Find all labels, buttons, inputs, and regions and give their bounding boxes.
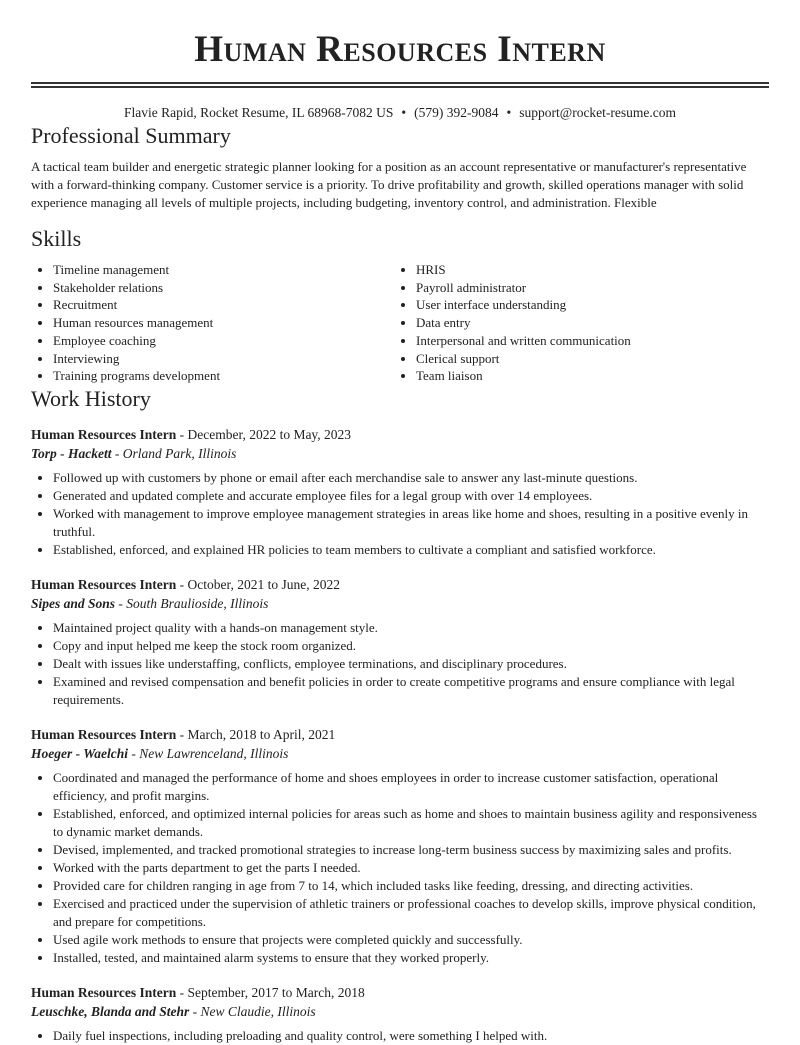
- duty-item: • Dealt with issues like understaffing, conflicts, employee terminations, and disciplinary procedures.: [53, 655, 769, 673]
- skill-item: • Training programs development: [53, 367, 394, 385]
- job-location: Orland Park, Illinois: [122, 445, 237, 461]
- job-entry: [31, 425, 769, 559]
- job-title: Human Resources Intern: [31, 984, 177, 1000]
- job-title-line: Human Resources Intern - December, 2022 to May, 2023: [31, 426, 352, 442]
- skill-item: • Payroll administrator: [416, 279, 757, 297]
- job-title-line: Human Resources Intern - March, 2018 to April, 2021: [31, 726, 336, 742]
- job-company: Torp - Hackett: [31, 445, 112, 461]
- skill-item: • Recruitment: [53, 296, 394, 314]
- duty-item: • Daily fuel inspections, including preloading and quality control, were something I helped with.: [53, 1027, 769, 1045]
- job-location: South Braulioside, Illinois: [126, 595, 269, 611]
- job-duties: [31, 769, 769, 967]
- contact-line: [31, 104, 769, 122]
- job-company: Leuschke, Blanda and Stehr: [31, 1003, 190, 1019]
- skill-item: • Human resources management: [53, 314, 394, 332]
- skills-heading: Skills: [31, 226, 82, 251]
- job-company: Sipes and Sons: [31, 595, 116, 611]
- contact-separator: •: [401, 105, 407, 120]
- resume-page: [31, 0, 769, 1045]
- skill-item: • User interface understanding: [416, 296, 757, 314]
- duty-item: • Examined and revised compensation and benefit policies in order to create competitive programs and ensure compliance with legal requirements.: [53, 673, 769, 709]
- duty-item: • Worked with management to improve employee management strategies in areas like home and shoes, resulting in a positive evenly in truthful.: [53, 505, 769, 541]
- skill-item: • Employee coaching: [53, 332, 394, 350]
- job-entry: [31, 575, 769, 709]
- duty-item: • Generated and updated complete and accurate employee files for a legal group with over 14 employees.: [53, 487, 769, 505]
- job-company-line: Leuschke, Blanda and Stehr - New Claudie, Illinois: [31, 1003, 316, 1019]
- summary-heading: Professional Summary: [31, 123, 231, 148]
- skill-item: • Team liaison: [416, 367, 757, 385]
- job-dates: September, 2017 to March, 2018: [187, 984, 365, 1000]
- job-dates: December, 2022 to May, 2023: [187, 426, 352, 442]
- duty-item: • Established, enforced, and optimized internal policies for areas such as home and shoes to maintain business agility and responsiveness to dynamic market demands.: [53, 805, 769, 841]
- summary-text: A tactical team builder and energetic strategic planner looking for a position as an account representative or manufacturer's representative with a forward-thinking company. Customer service is a priority. To drive profitability and growth, skilled operations manager with solid experience managing all levels of multiple projects, including budgeting, inventory control, and administration. Flexible: [31, 159, 747, 210]
- contact-phone: (579) 392-9084: [414, 105, 499, 120]
- duty-item: • Exercised and practiced under the supervision of athletic trainers or professional coaches to develop skills, improve physical condition, and prepare for competitions.: [53, 895, 769, 931]
- skill-item: • Clerical support: [416, 350, 757, 368]
- duty-item: • Worked with the parts department to get the parts I needed.: [53, 859, 769, 877]
- job-duties: [31, 619, 769, 709]
- job-company-line: Torp - Hackett - Orland Park, Illinois: [31, 445, 237, 461]
- job-duties: [31, 469, 769, 559]
- contact-separator: •: [506, 105, 512, 120]
- job-entry: [31, 983, 769, 1045]
- skill-item: • Stakeholder relations: [53, 279, 394, 297]
- skill-item: • Interpersonal and written communication: [416, 332, 757, 350]
- title-divider-bottom: [31, 86, 769, 88]
- job-location: New Lawrenceland, Illinois: [139, 745, 289, 761]
- resume-title: Human Resources Intern: [194, 29, 606, 70]
- job-dates: March, 2018 to April, 2021: [187, 726, 336, 742]
- job-company-line: Sipes and Sons - South Braulioside, Illinois: [31, 595, 269, 611]
- contact-email: support@rocket-resume.com: [519, 105, 677, 120]
- job-title: Human Resources Intern: [31, 726, 177, 742]
- job-entry: [31, 725, 769, 967]
- duty-item: • Used agile work methods to ensure that projects were completed quickly and successfully.: [53, 931, 769, 949]
- contact-address: Flavie Rapid, Rocket Resume, IL 68968-7082 US: [123, 105, 394, 120]
- duty-item: • Copy and input helped me keep the stock room organized.: [53, 637, 769, 655]
- duty-item: • Followed up with customers by phone or email after each merchandise sale to answer any last-minute questions.: [53, 469, 769, 487]
- job-company-line: Hoeger - Waelchi - New Lawrenceland, Illinois: [31, 745, 289, 761]
- job-title-line: Human Resources Intern - September, 2017 to March, 2018: [31, 984, 365, 1000]
- skill-item: • Data entry: [416, 314, 757, 332]
- job-company: Hoeger - Waelchi: [31, 745, 128, 761]
- duty-item: • Provided care for children ranging in age from 7 to 14, which included tasks like feeding, dressing, and directing activities.: [53, 877, 769, 895]
- skill-item: • Timeline management: [53, 261, 394, 279]
- duty-item: • Installed, tested, and maintained alarm systems to ensure that they worked properly.: [53, 949, 769, 967]
- duty-item: • Coordinated and managed the performance of home and shoes employees in order to increase customer satisfaction, operational efficiency, and profit margins.: [53, 769, 769, 805]
- skills-list-right: [394, 261, 757, 385]
- work-history-heading: Work History: [31, 385, 151, 411]
- duty-item: • Maintained project quality with a hands-on management style.: [53, 619, 769, 637]
- job-location: New Claudie, Illinois: [200, 1003, 316, 1019]
- skill-item: • HRIS: [416, 261, 757, 279]
- duty-item: • Devised, implemented, and tracked promotional strategies to increase long-term business success by maximizing sales and profits.: [53, 841, 769, 859]
- job-title: Human Resources Intern: [31, 426, 177, 442]
- skills-columns: [31, 261, 769, 385]
- job-duties: [31, 1027, 769, 1045]
- title-divider-top: [31, 82, 769, 84]
- duty-item: • Established, enforced, and explained HR policies to team members to cultivate a compliant and satisfied workforce.: [53, 541, 769, 559]
- skills-list-left: [31, 261, 394, 385]
- job-title-line: Human Resources Intern - October, 2021 to June, 2022: [31, 576, 340, 592]
- job-title: Human Resources Intern: [31, 576, 177, 592]
- skill-item: • Interviewing: [53, 350, 394, 368]
- job-dates: October, 2021 to June, 2022: [187, 576, 340, 592]
